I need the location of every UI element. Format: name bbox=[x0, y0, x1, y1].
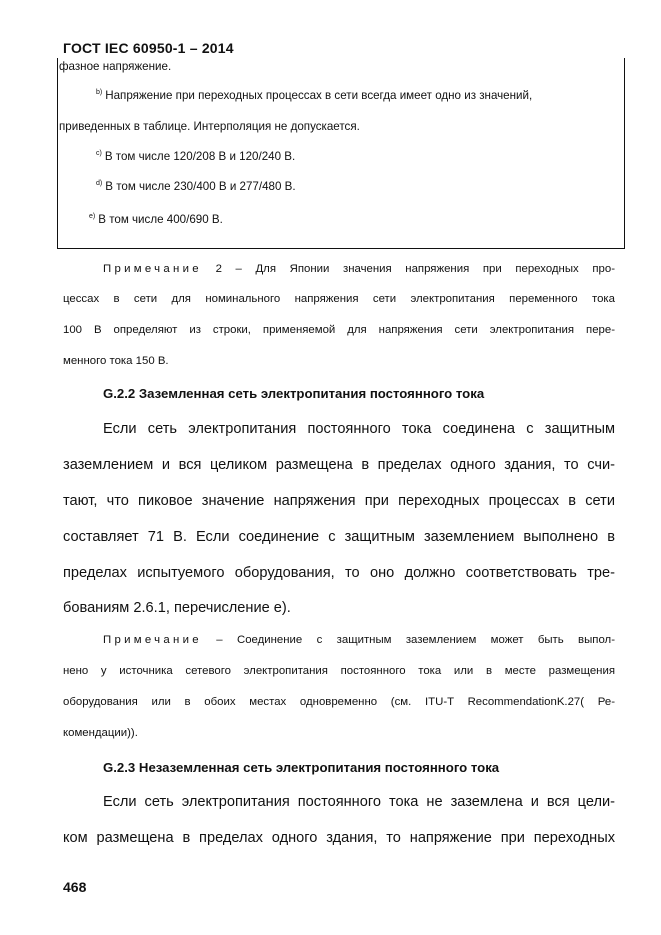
footnote-e-text: В том числе 400/690 В. bbox=[98, 213, 223, 226]
table-continuation-text: фазное напряжение. bbox=[59, 60, 172, 73]
footnote-e bbox=[89, 213, 223, 226]
footnote-d-mark: d) bbox=[96, 180, 103, 187]
paragraph-line: Если сеть электропитания постоянного тока соединена с защитным bbox=[103, 421, 615, 437]
footnote-c-text: В том числе 120/208 В и 120/240 В. bbox=[104, 150, 296, 163]
footnote-d bbox=[96, 180, 296, 193]
note-2-label: Примечание bbox=[103, 263, 202, 275]
note-2-line-4: менного тока 150 В. bbox=[63, 355, 169, 367]
paragraph-line: пределах испытуемого оборудования, то оно должно соответствовать тре- bbox=[63, 565, 615, 581]
document-header: ГОСТ IEC 60950-1 – 2014 bbox=[63, 40, 234, 56]
note-g22-line-2: нено у источника сетевого электропитания постоянного тока или в месте размещения bbox=[63, 665, 615, 677]
paragraph-line: заземлением и вся целиком размещена в пределах одного здания, то счи- bbox=[63, 457, 615, 473]
footnote-b-mark: b) bbox=[96, 89, 103, 96]
note-g22-label: Примечание bbox=[103, 634, 202, 646]
note-2-line-2: цессах в сети для номинального напряжения сети электропитания переменного тока bbox=[63, 293, 615, 305]
footnote-e-mark: e) bbox=[89, 213, 96, 220]
note-g22-line-4: комендации)). bbox=[63, 727, 138, 739]
footnote-c-mark: c) bbox=[96, 150, 102, 157]
paragraph-line: ком размещена в пределах одного здания, то напряжение при переходных bbox=[63, 830, 615, 846]
page-number: 468 bbox=[63, 879, 87, 895]
paragraph-line: составляет 71 В. Если соединение с защитным заземлением выполнено в bbox=[63, 529, 615, 545]
paragraph-line: тают, что пиковое значение напряжения при переходных процессах в сети bbox=[63, 493, 615, 509]
footnote-b-text: Напряжение при переходных процессах в сети всегда имеет одно из значений, bbox=[105, 89, 533, 102]
footnote-b-continuation: приведенных в таблице. Интерполяция не допускается. bbox=[59, 120, 360, 133]
note-g22-text: – Соединение с защитным заземлением может быть выпол- bbox=[216, 634, 615, 646]
note-g22-line-1 bbox=[103, 634, 615, 646]
note-2-text: 2 – Для Японии значения напряжения при переходных про- bbox=[215, 263, 615, 275]
footnote-d-text: В том числе 230/400 В и 277/480 В. bbox=[105, 180, 296, 193]
footnote-b bbox=[96, 89, 532, 102]
footnote-c bbox=[96, 150, 295, 163]
note-2-line-3: 100 В определяют из строки, применяемой для напряжения сети электропитания пере- bbox=[63, 324, 615, 336]
section-heading-g23: G.2.3 Незаземленная сеть электропитания постоянного тока bbox=[103, 760, 500, 775]
note-2-line-1 bbox=[103, 263, 615, 275]
section-heading-g22: G.2.2 Заземленная сеть электропитания постоянного тока bbox=[103, 386, 485, 401]
note-g22-line-3: оборудования или в обоих местах одновременно (см. ITU-T RecommendationK.27( Ре- bbox=[63, 696, 615, 708]
paragraph-line: Если сеть электропитания постоянного тока не заземлена и вся цели- bbox=[103, 794, 615, 810]
paragraph-line: бованиям 2.6.1, перечисление е). bbox=[63, 600, 291, 616]
